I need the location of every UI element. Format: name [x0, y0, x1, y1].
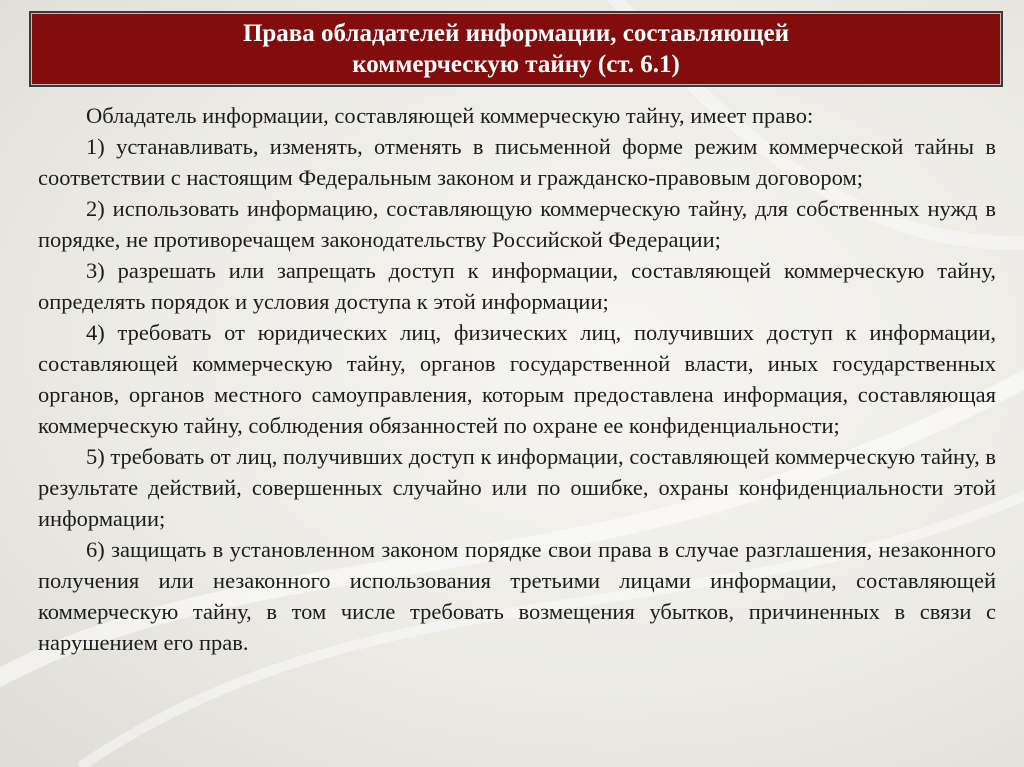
slide-title-line-1: Права обладателей информации, составляющей — [242, 20, 790, 47]
slide-title-line-2: коммерческую тайну (ст. 6.1) — [352, 51, 680, 78]
slide-body — [38, 100, 996, 658]
right-item-2: 2) использовать информацию, составляющую коммерческую тайну, для собственных нужд в порядке, не противоречащем законодательству Российской Федерации; — [38, 196, 996, 252]
right-item-4: 4) требовать от юридических лиц, физических лиц, получивших доступ к информации, составляющей коммерческую тайну, органов государственной власти, иных государственных органов, органов местного самоуправления, которым предоставлена информация, составляющая коммерческую тайну, соблюдения обязанностей по охране ее конфиденциальности; — [38, 320, 996, 438]
right-item-5: 5) требовать от лиц, получивших доступ к информации, составляющей коммерческую тайну, в результате действий, совершенных случайно или по ошибке, охраны конфиденциальности этой информации; — [38, 444, 996, 531]
right-item-1: 1) устанавливать, изменять, отменять в письменной форме режим коммерческой тайны в соответствии с настоящим Федеральным законом и гражданско-правовым договором; — [38, 134, 996, 190]
right-item-6: 6) защищать в установленном законом порядке свои права в случае разглашения, незаконного получения или незаконного использования третьими лицами информации, составляющей коммерческую тайну, в том числе требовать возмещения убытков, причиненных в связи с нарушением его прав. — [38, 537, 996, 655]
slide-title-banner — [29, 11, 1003, 87]
intro-paragraph: Обладатель информации, составляющей коммерческую тайну, имеет право: — [86, 103, 814, 128]
right-item-3: 3) разрешать или запрещать доступ к информации, составляющей коммерческую тайну, определять порядок и условия доступа к этой информации; — [38, 258, 996, 314]
